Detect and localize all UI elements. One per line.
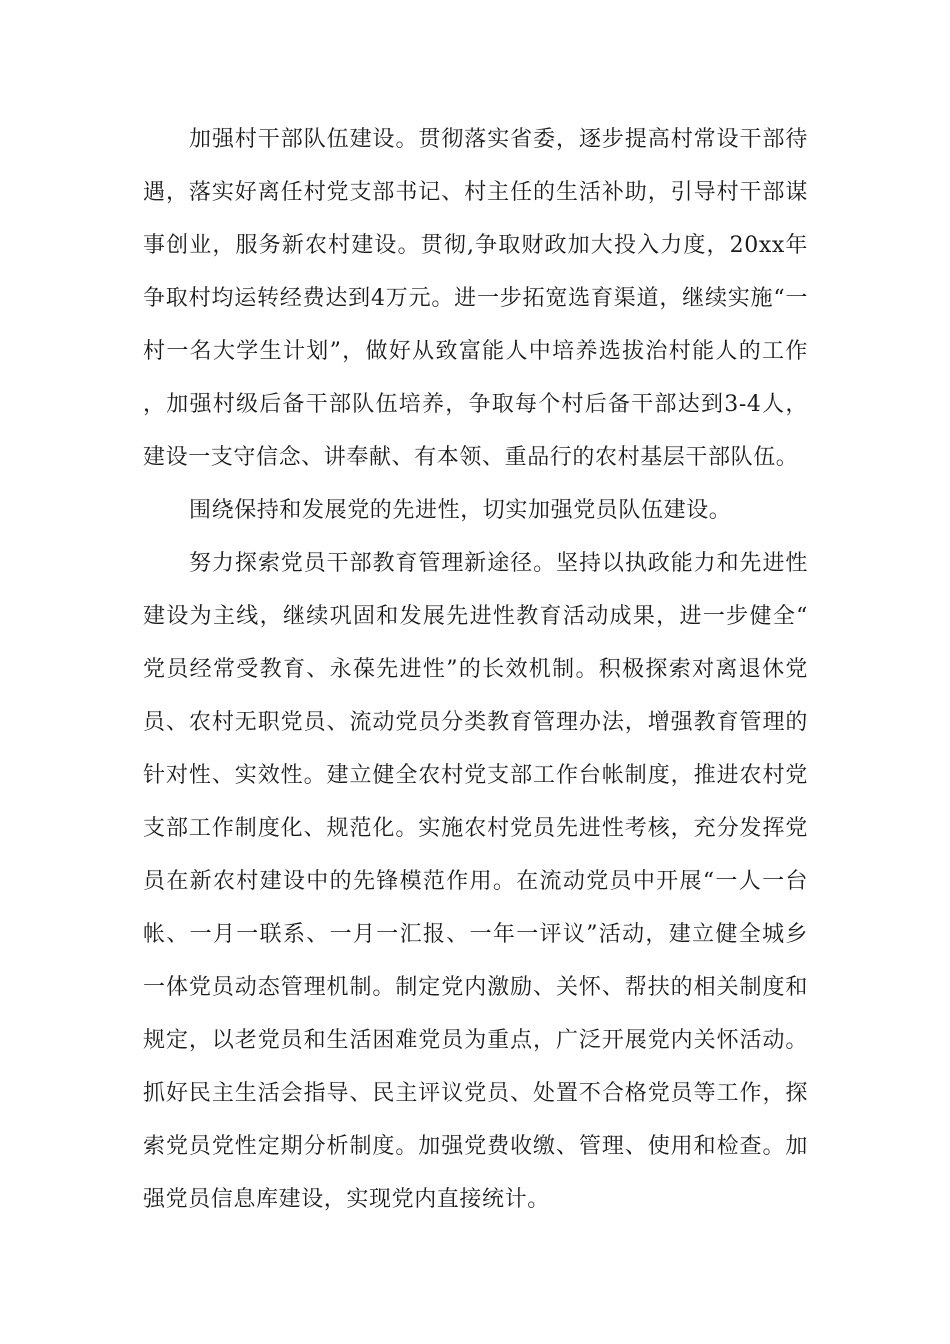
paragraph-party-advancement: 围绕保持和发展党的先进性，切实加强党员队伍建设。 <box>189 498 732 523</box>
paragraph-village-cadres: 加强村干部队伍建设。贯彻落实省委，逐步提高村常设干部待遇，落实好离任村党支部书记、村主任的生活补助，引导村干部谋事创业，服务新农村建设。贯彻,争取财政加大投入力度，20xx年争取村均运转经费达到4万元。进一步拓宽选育渠道，继续实施“一村一名大学生计划”，做好从致富能人中培养选拔治村能人的工作，加强村级后备干部队伍培养，争取每个村后备干部达到3-4人，建设一支守信念、讲奉献、有本领、重品行的农村基层干部队伍。 <box>143 127 808 470</box>
document-page <box>143 113 808 1226</box>
paragraph-member-education: 努力探索党员干部教育管理新途径。坚持以执政能力和先进性建设为主线，继续巩固和发展先进性教育活动成果，进一步健全“党员经常受教育、永葆先进性”的长效机制。积极探索对离退休党员、农村无职党员、流动党员分类教育管理办法，增强教育管理的针对性、实效性。建立健全农村党支部工作台帐制度，推进农村党支部工作制度化、规范化。实施农村党员先进性考核，充分发挥党员在新农村建设中的先锋模范作用。在流动党员中开展“一人一台帐、一月一联系、一月一汇报、一年一评议”活动，建立健全城乡一体党员动态管理机制。制定党内激励、关怀、帮扶的相关制度和规定，以老党员和生活困难党员为重点，广泛开展党内关怀活动。抓好民主生活会指导、民主评议党员、处置不合格党员等工作，探索党员党性定期分析制度。加强党费收缴、管理、使用和检查。加强党员信息库建设，实现党内直接统计。 <box>143 551 808 1212</box>
